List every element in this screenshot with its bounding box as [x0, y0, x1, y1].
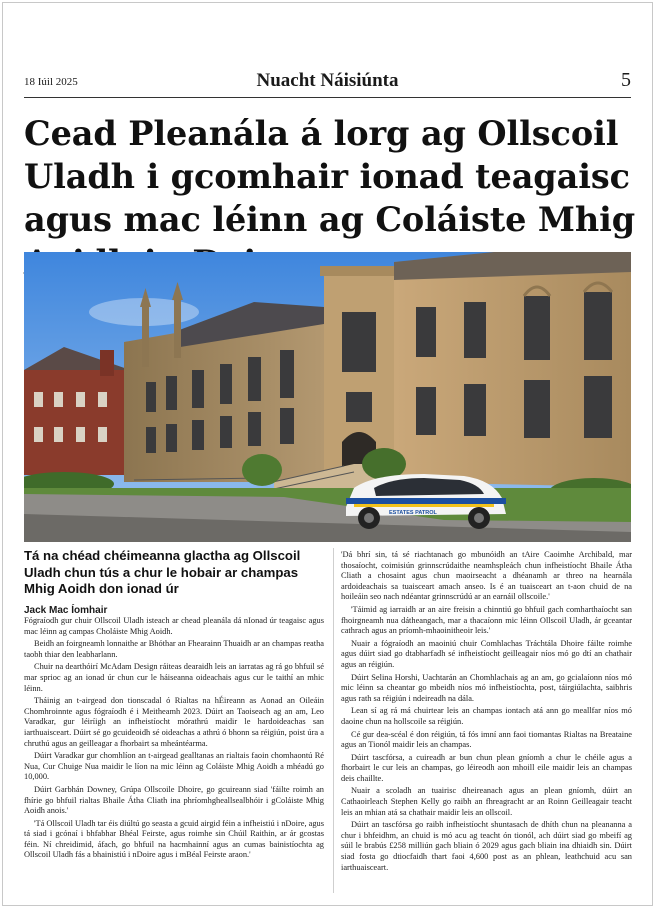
paragraph: Dúirt Selina Horshi, Uachtarán an Chomhlachais ag an am, go gcialaíonn níos mó mic léinn sa cheantar go mbeidh níos mó infheistíochta, post, táirgiúlachta, saibhris agus rath sa réigiún i ndeireadh na dála. — [341, 672, 632, 703]
page-number: 5 — [621, 69, 631, 91]
paragraph: Beidh an foirgneamh lonnaithe ar Bhóthar an Fhearainn Thuaidh ar an champas reatha taobh thiar den leabharlann. — [24, 639, 324, 659]
paragraph: Fógraíodh gur chuir Ollscoil Uladh isteach ar chead pleanála dá nIonad úr teagaisc agus mac léinn ag campas Choláiste Mhig Aoidh. — [24, 616, 324, 636]
article-photo — [24, 252, 631, 542]
paragraph: Dúirt an tascfórsa go raibh infheistíocht shuntasach de dhíth chun na pleananna a chur i bhfeidhm, an chuid is mó acu ag teacht ón tionól, ach dúirt siad go mbeifí ag súil le brabús £258 milliún gach bliain ó 2029 agus gach bliain ina dhiaidh sin. Dúirt siad fosta go dtiocfaidh thart faoi 4,600 post as an phlean, leathchuid acu san iarthuaisceart. — [341, 820, 632, 872]
paragraph: Tháinig an t-airgead don tionscadal ó Rialtas na hÉireann as Aonad an Oileáin Chomhroinnte agus fógraíodh é i Meitheamh 2023. Dúirt an Taoiseach ag an am, Leo Varadkar, gur léiríigh an infheistíocht mórathrú maidir le hardoideachas san iarthuaisceart. Dúirt sé go gcuideoidh sé oideachas a athrú ó bhonn sa réigiún, poist úra a chruthú agus an geilleagar a fhorbairt sa mheántéarma. — [24, 696, 324, 748]
article-column-2 — [341, 550, 632, 895]
paragraph: Chuir na dearthóirí McAdam Design ráiteas dearaidh leis an iarratas ag rá go bhfuil sé mar sprioc ag an ionad úr chun cur le háiseanna oideachais agus cur le taithí an mhic léinn. — [24, 662, 324, 693]
page-header — [24, 70, 631, 92]
section-title: Nuacht Náisiúnta — [256, 70, 399, 91]
article-column-1 — [24, 616, 324, 889]
paragraph: Dúirt Varadkar gur chomhlíon an t-airgead gealltanas an rialtais faoin chomhaontú Ré Nua, Cur Chuige Nua maidir le líon na mic léinn ag Coláiste Mhig Aoidh a mhéadú go 10,000. — [24, 751, 324, 782]
byline: Jack Mac Íomhair — [24, 605, 108, 616]
paragraph: Nuair a scoladh an tuairisc dheireanach agus an plean gníomh, dúirt an Cathaoirleach Stephen Kelly go raibh an fhreagracht ar an Roinn Geilleagair teacht leis an mhian atá sa chathair maidir leis an ollscoil. — [341, 786, 632, 817]
college-building-illustration — [24, 252, 631, 542]
header-rule — [24, 97, 631, 98]
paragraph: 'Tá Ollscoil Uladh tar éis diúltú go seasta a gcuid airgid féin a infheistiú i nDoire, agus tá siad i gcónaí i bhfabhar Bhéal Feirste, agus roimhe sin Chúil Raithin, ar ár gcostas féin. Ní chreidimid, áfach, go bhfuil na hacmhainní agus an cumas bainistíochta ag Ollscoil Uladh fás a bhainistiú i nDoire agus i mBéal Feirste araon.' — [24, 818, 324, 860]
standfirst: Tá na chéad chéimeanna glactha ag Ollscoil Uladh chun tús a chur le hobair ar champas Mhig Aoidh don ionad úr — [24, 548, 301, 596]
paragraph: 'Dá bhrí sin, tá sé riachtanach go mbunóidh an tAire Caoimhe Archibald, mar thosaíocht, coimisiún grinnscrúdaithe neamhspleách chun infheistíocht Bhaile Átha Cliath a chosaint agus chun maoirseacht a dhéanamh ar threo na hearnála ardoideachais sa tuaisceart amach anseo. Is é an tuaisceart an t-aon chuid de na hoileáin seo nach ndéantar grinnscrúdú ar an earnáil ollscoile.' — [341, 550, 632, 602]
paragraph: Dúirt tascfórsa, a cuireadh ar bun chun plean gníomh a chur le chéile agus a fhorbairt le cur leis an champas, go léireodh aon mhoill eile maidir leis an champas deis chaillte. — [341, 752, 632, 783]
paragraph: Lean sí ag rá má chuirtear leis an champas iontach atá ann go meallfar níos mó daoine chun na hollscoile sa réigiún. — [341, 706, 632, 726]
paragraph: Cé gur dea-scéal é don réigiún, tá fós imní ann faoi tiomantas Rialtas na Breataine agus an Tionól maidir leis an champas. — [341, 729, 632, 750]
car-door-text: ESTATES PATROL — [389, 510, 437, 516]
paragraph: Nuair a fógraíodh an maoiniú chuir Comhlachas Tráchtála Dhoire fáilte roimhe agus dúirt siad go dtabharfadh sé infheistíocht geilleagair níos mó go dtí an chathair agus an réigiún. — [341, 638, 632, 669]
paragraph: Dúirt Garbhán Downey, Grúpa Ollscoile Dhoire, go gcuireann siad 'fáilte roimh an fhírie go bhfuil rialtas Bhaile Átha Cliath ina phríomhgheallsealbhóir i gColáiste Mhig Aoidh anois.' — [24, 784, 324, 816]
column-divider — [333, 548, 334, 893]
paragraph: 'Táimid ag iarraidh ar an aire freisin a chinntiú go bhfuil gach comharthaíocht san fhoirgneamh nua dátheangach, mar a thacaíonn mic léinn Ollscoil Uladh, ár gceantar cathrach agus an príomh-mhaoinitheoir leis.' — [341, 604, 632, 636]
headline: Cead Pleanála á lorg ag Ollscoil Uladh i gcomhair ionad teagaisc agus mac léinn ag Coláiste Mhig — [24, 114, 636, 239]
issue-date: 18 Iúil 2025 — [24, 76, 78, 88]
